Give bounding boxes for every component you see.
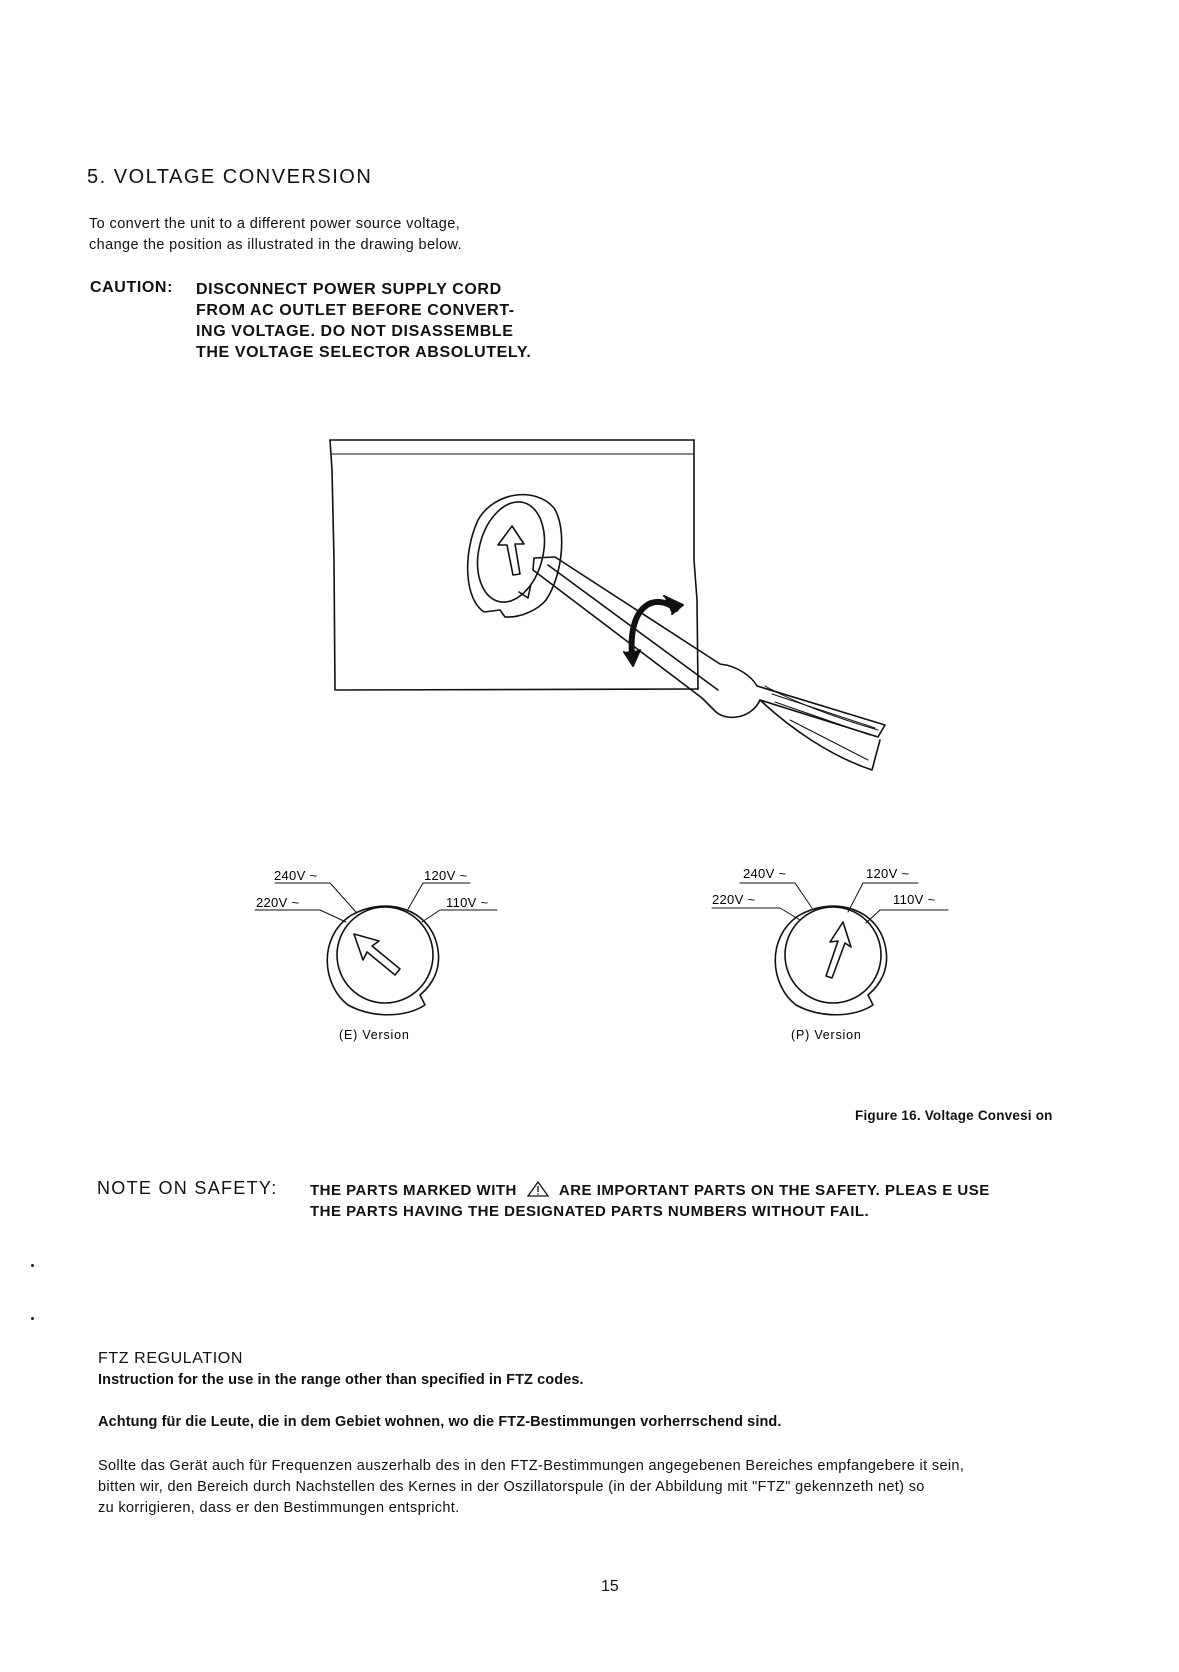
page-number: 15 (601, 1578, 619, 1595)
caution-label: CAUTION: (90, 279, 174, 296)
p-240v-label: 240V ~ (743, 866, 787, 881)
e-120v-label: 120V ~ (424, 868, 468, 883)
intro-line: change the position as illustrated in the drawing below. (89, 237, 463, 253)
section-title: 5. VOLTAGE CONVERSION (87, 166, 373, 188)
ftz-body-line: zu korrigieren, dass er den Bestimmungen entspricht. (98, 1500, 460, 1516)
safety-note-label: NOTE ON SAFETY: (97, 1178, 278, 1198)
ftz-body-line: Sollte das Gerät auch für Frequenzen auszerhalb des in den FTZ-Bestimmungen angegebenen Bereiches empfangebere it sein, (98, 1458, 965, 1474)
ftz-instruction: Instruction for the use in the range other than specified in FTZ codes. (98, 1372, 584, 1388)
caution-line: FROM AC OUTLET BEFORE CONVERT- (196, 302, 515, 319)
scan-speck (31, 1317, 34, 1320)
intro-line: To convert the unit to a different power source voltage, (89, 216, 461, 232)
safety-note-text (310, 1180, 1100, 1222)
screwdriver (533, 557, 885, 770)
caution-line: ING VOLTAGE. DO NOT DISASSEMBLE (196, 323, 514, 340)
e-220v-label: 220V ~ (256, 895, 300, 910)
safety-text-line2: THE PARTS HAVING THE DESIGNATED PARTS NUMBERS WITHOUT FAIL. (310, 1203, 870, 1220)
p-version-label: (P) Version (791, 1028, 862, 1042)
warning-triangle-icon (527, 1181, 549, 1197)
safety-text-after-icon: ARE IMPORTANT PARTS ON THE SAFETY. PLEAS E USE (558, 1182, 990, 1199)
p-220v-label: 220V ~ (712, 892, 756, 907)
safety-text-before-icon: THE PARTS MARKED WITH (310, 1182, 517, 1199)
e-240v-label: 240V ~ (274, 868, 318, 883)
caution-line: THE VOLTAGE SELECTOR ABSOLUTELY. (196, 344, 532, 361)
p-110v-label: 110V ~ (893, 892, 936, 907)
e-110v-label: 110V ~ (446, 895, 489, 910)
ftz-title: FTZ REGULATION (98, 1350, 243, 1367)
e-version-label: (E) Version (339, 1028, 410, 1042)
caution-line: DISCONNECT POWER SUPPLY CORD (196, 281, 502, 298)
scan-speck (31, 1264, 34, 1267)
p-120v-label: 120V ~ (866, 866, 910, 881)
panel-voltage-selector (468, 495, 562, 617)
rotation-arrow (624, 596, 683, 666)
figure-caption: Figure 16. Voltage Convesi on (855, 1108, 1053, 1123)
ftz-body-line: bitten wir, den Bereich durch Nachstellen des Kernes in der Oszillatorspule (in der Abbildung mit "FTZ" gekennzeth net) so (98, 1479, 925, 1495)
ftz-achtung: Achtung für die Leute, die in dem Gebiet wohnen, wo die FTZ-Bestimmungen vorherrschend sind. (98, 1414, 782, 1430)
ftz-body (98, 1456, 1108, 1519)
